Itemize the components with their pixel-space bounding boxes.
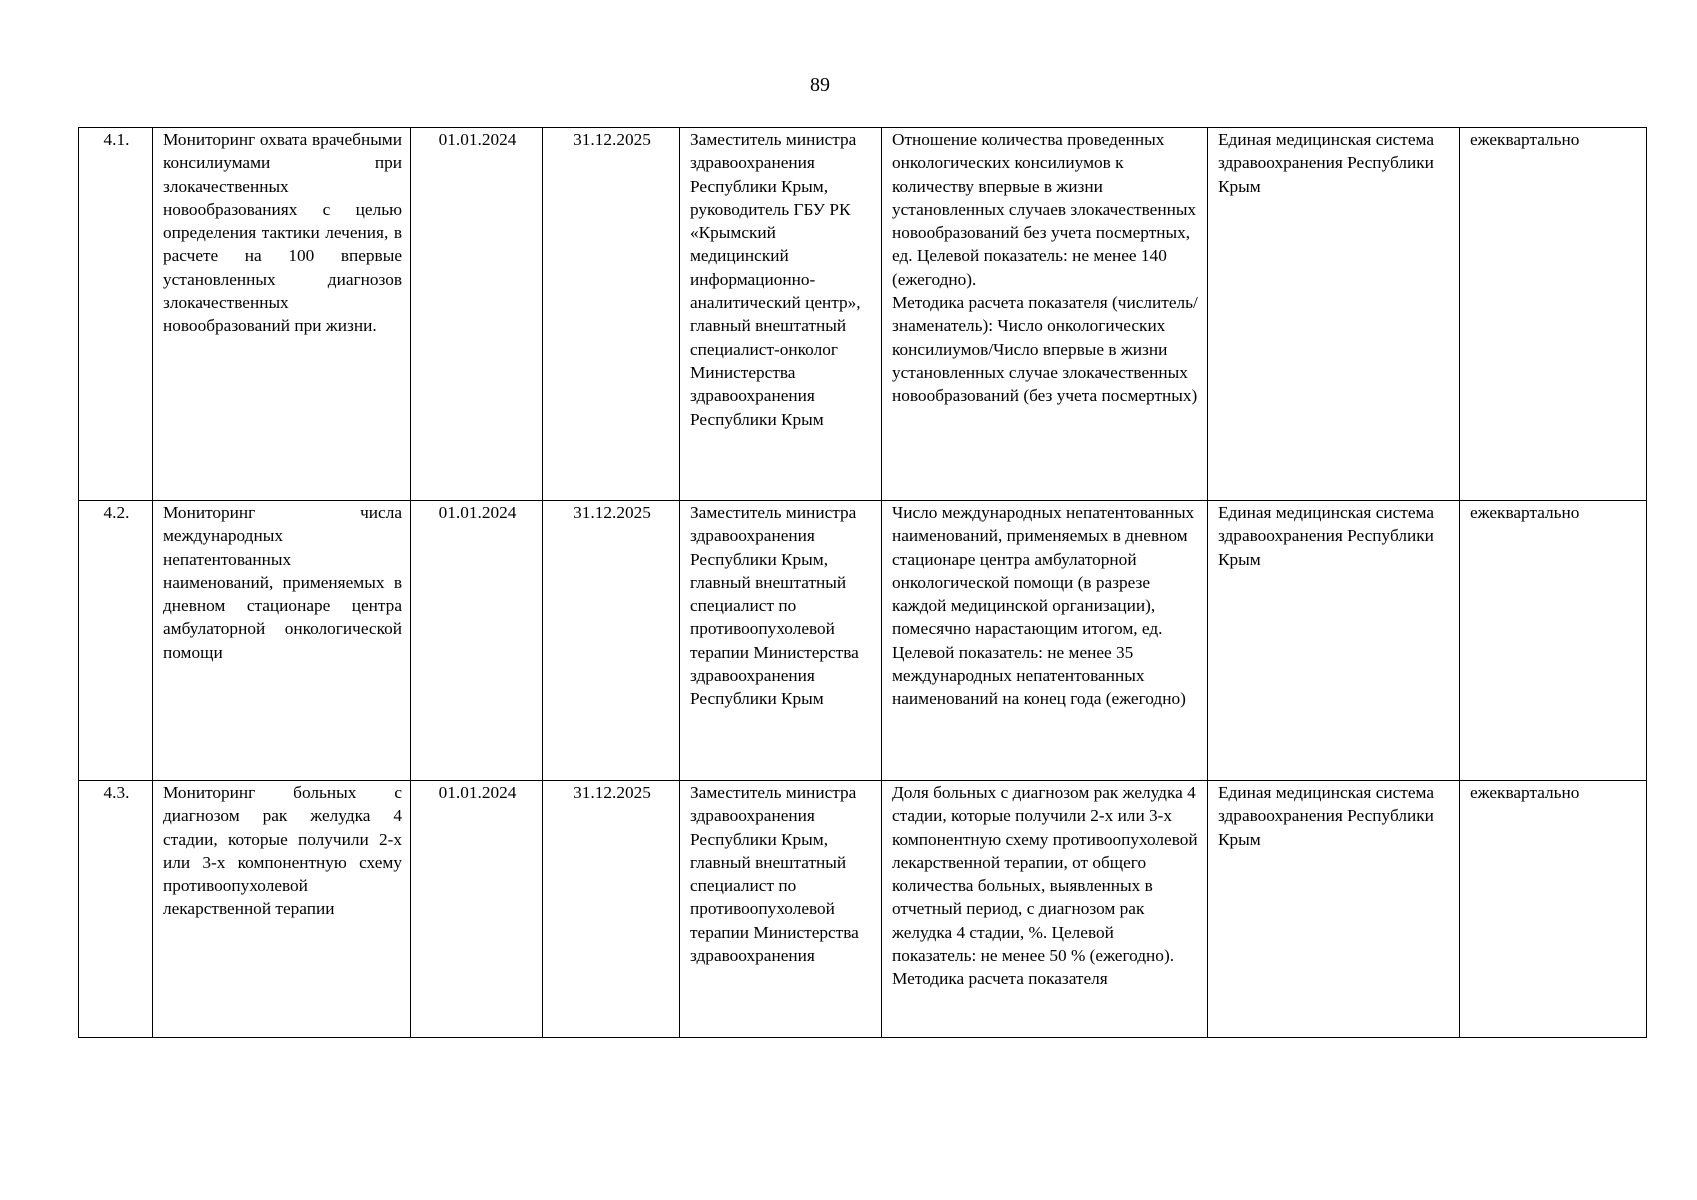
start-date: 01.01.2024	[438, 783, 517, 802]
table-row	[79, 501, 1647, 781]
indicator: Доля больных с диагнозом рак желудка 4 стадии, которые получили 2-х или 3-х компонентную схему противоопухолевой лекарственной терапии, от общего количества больных, выявленных в отчетный период, с диагнозом рак желудка 4 стадии, %. Целевой показатель: не менее 50 % (ежегодно). Методика расчета показателя	[892, 783, 1198, 989]
start-date-cell	[411, 128, 543, 501]
measures-table	[78, 127, 1647, 1038]
periodicity-cell	[1460, 128, 1647, 501]
indicator-cell	[882, 781, 1208, 1038]
start-date-cell	[411, 781, 543, 1038]
responsible: Заместитель министра здравоохранения Республики Крым, руководитель ГБУ РК «Крымский медицинский информационно-аналитический центр», главный внештатный специалист-онколог Министерства здравоохранения Республики Крым	[690, 130, 861, 429]
end-date-cell	[543, 781, 680, 1038]
data-source-cell	[1208, 781, 1460, 1038]
data-source-cell	[1208, 128, 1460, 501]
data-source: Единая медицинская система здравоохранения Республики Крым	[1218, 783, 1434, 849]
responsible-cell	[680, 128, 882, 501]
end-date: 31.12.2025	[573, 783, 651, 802]
measure-name-cell	[153, 501, 411, 781]
data-source: Единая медицинская система здравоохранения Республики Крым	[1218, 130, 1434, 196]
responsible-cell	[680, 781, 882, 1038]
responsible: Заместитель министра здравоохранения Республики Крым, главный внештатный специалист по противоопухолевой терапии Министерства здравоохранения	[690, 783, 859, 966]
end-date-cell	[543, 128, 680, 501]
indicator-cell	[882, 501, 1208, 781]
periodicity-cell	[1460, 501, 1647, 781]
start-date-cell	[411, 501, 543, 781]
end-date: 31.12.2025	[573, 130, 651, 149]
data-source-cell	[1208, 501, 1460, 781]
measure-name: Мониторинг числа международных непатентованных наименований, применяемых в дневном стационаре центра амбулаторной онкологической помощи	[163, 503, 402, 662]
start-date: 01.01.2024	[438, 130, 517, 149]
indicator-cell	[882, 128, 1208, 501]
table-body	[79, 128, 1647, 1038]
responsible-cell	[680, 501, 882, 781]
measure-name: Мониторинг охвата врачебными консилиумами при злокачественных новообразованиях с целью определения тактики лечения, в расчете на 100 впервые установленных диагнозов злокачественных новообразований при жизни.	[163, 130, 402, 336]
end-date-cell	[543, 501, 680, 781]
row-number-cell	[79, 128, 153, 501]
row-number: 4.2.	[103, 503, 130, 522]
periodicity: ежеквартально	[1470, 783, 1580, 802]
row-number: 4.3.	[103, 783, 130, 802]
indicator: Число международных непатентованных наименований, применяемых в дневном стационаре центра амбулаторной онкологической помощи (в разрезе каждой медицинской организации), помесячно нарастающим итогом, ед. Целевой показатель: не менее 35 международных непатентованных наименований на конец года (ежегодно)	[892, 503, 1195, 709]
row-number-cell	[79, 781, 153, 1038]
measure-name-cell	[153, 128, 411, 501]
responsible: Заместитель министра здравоохранения Республики Крым, главный внештатный специалист по противоопухолевой терапии Министерства здравоохранения Республики Крым	[690, 503, 859, 709]
row-number-cell	[79, 501, 153, 781]
table-row	[79, 128, 1647, 501]
periodicity-cell	[1460, 781, 1647, 1038]
indicator: Отношение количества проведенных онкологических консилиумов к количеству впервые в жизни установленных случаев злокачественных новообразований без учета посмертных, ед. Целевой показатель: не менее 140 (ежегодно). Методика расчета показателя (числитель/знаменатель): Число онкологических консилиумов/Число впервые в жизни установленных случае злокачественных новообразований (без учета посмертных)	[892, 130, 1198, 406]
measure-name-cell	[153, 781, 411, 1038]
page-number: 89	[810, 74, 830, 96]
data-source: Единая медицинская система здравоохранения Республики Крым	[1218, 503, 1434, 569]
row-number: 4.1.	[103, 130, 130, 149]
start-date: 01.01.2024	[438, 503, 517, 522]
measure-name: Мониторинг больных с диагнозом рак желудка 4 стадии, которые получили 2-х или 3-х компонентную схему противоопухолевой лекарственной терапии	[163, 783, 402, 919]
periodicity: ежеквартально	[1470, 130, 1580, 149]
end-date: 31.12.2025	[573, 503, 651, 522]
periodicity: ежеквартально	[1470, 503, 1580, 522]
table-row	[79, 781, 1647, 1038]
